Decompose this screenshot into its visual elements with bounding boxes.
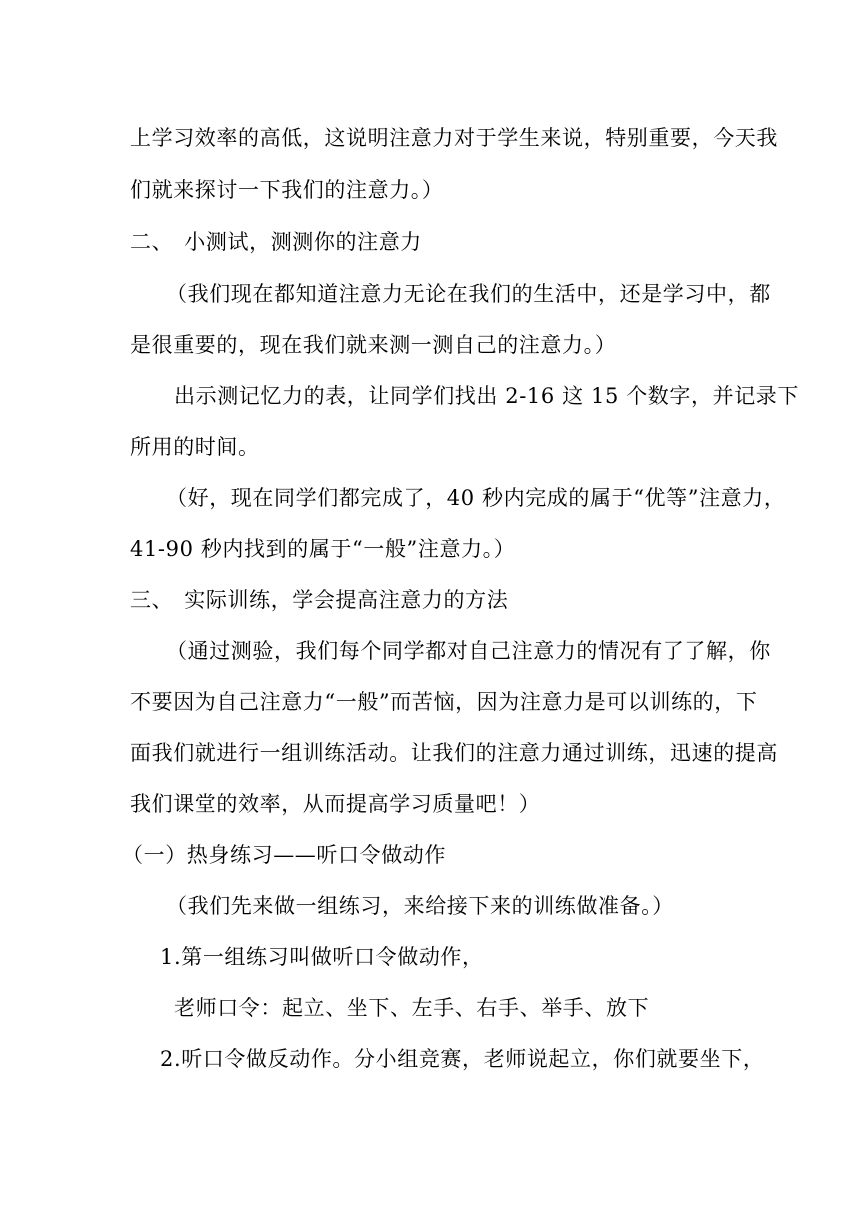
section-heading: 二、 小测试，测测你的注意力 bbox=[130, 230, 422, 254]
paragraph-line: 们就来探讨一下我们的注意力。） bbox=[130, 178, 444, 202]
paragraph-line: （我们先来做一组练习，来给接下来的训练做准备。） bbox=[166, 894, 674, 918]
section-heading: 三、 实际训练，学会提高注意力的方法 bbox=[130, 588, 509, 612]
paragraph-line: 老师口令：起立、坐下、左手、右手、举手、放下 bbox=[174, 996, 650, 1020]
paragraph-line: （好，现在同学们都完成了，40 秒内完成的属于“优等”注意力， bbox=[166, 486, 786, 510]
paragraph-line: 41-90 秒内找到的属于“一般”注意力。） bbox=[130, 537, 516, 561]
paragraph-line: 我们课堂的效率，从而提高学习质量吧！） bbox=[130, 792, 541, 816]
subsection-heading: （一）热身练习——听口令做动作 bbox=[122, 843, 446, 867]
paragraph-line: 出示测记忆力的表，让同学们找出 2-16 这 15 个数字，并记录下 bbox=[174, 384, 799, 408]
list-item: 2.听口令做反动作。分小组竞赛，老师说起立，你们就要坐下， bbox=[160, 1047, 765, 1071]
paragraph-line: 是很重要的，现在我们就来测一测自己的注意力。） bbox=[130, 333, 617, 357]
list-item: 1.第一组练习叫做听口令做动作， bbox=[160, 945, 484, 969]
paragraph-line: 不要因为自己注意力“一般”而苦恼，因为注意力是可以训练的，下 bbox=[130, 690, 758, 714]
paragraph-line: （我们现在都知道注意力无论在我们的生活中，还是学习中，都 bbox=[166, 282, 771, 306]
paragraph-line: 面我们就进行一组训练活动。让我们的注意力通过训练，迅速的提高 bbox=[130, 741, 778, 765]
paragraph-line: （通过测验，我们每个同学都对自己注意力的情况有了了解，你 bbox=[166, 639, 771, 663]
paragraph-line: 所用的时间。 bbox=[130, 435, 260, 459]
paragraph-line: 上学习效率的高低，这说明注意力对于学生来说，特别重要，今天我 bbox=[130, 126, 778, 150]
